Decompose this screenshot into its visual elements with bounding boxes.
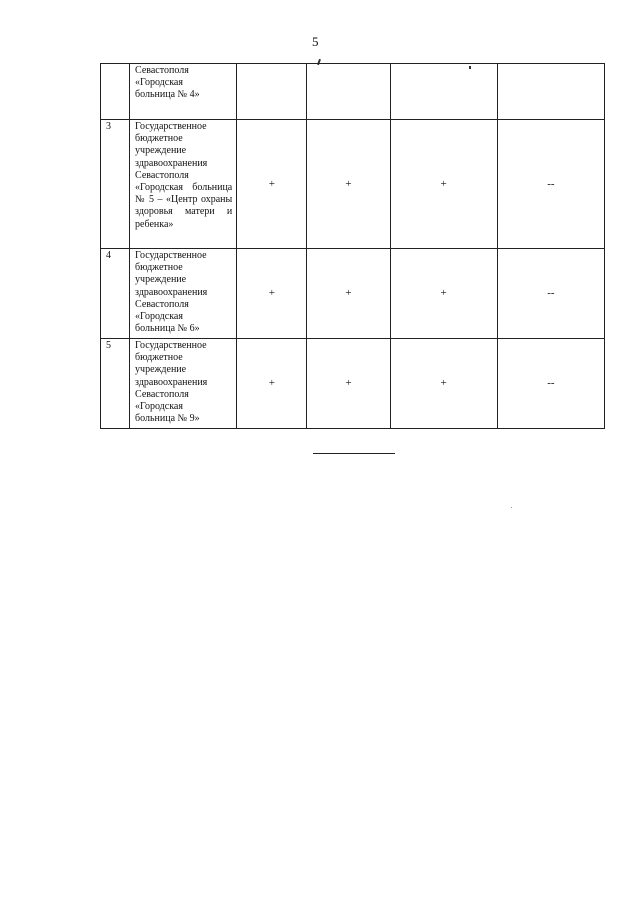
institution-name: Государственное бюджетное учреждение здравоохранения Севастополя «Городская больница № 6» bbox=[130, 249, 237, 339]
mark-cell: + bbox=[307, 339, 390, 429]
table-row bbox=[101, 249, 605, 339]
end-divider bbox=[313, 453, 395, 454]
table-row bbox=[101, 339, 605, 429]
mark-cell: -- bbox=[497, 249, 604, 339]
mark-cell: + bbox=[390, 339, 497, 429]
mark-cell: + bbox=[390, 120, 497, 249]
table-row bbox=[101, 120, 605, 249]
page-number: 5 bbox=[312, 34, 319, 49]
mark-cell: + bbox=[390, 249, 497, 339]
institution-name: Государственное бюджетное учреждение здравоохранения Севастополя «Городская больница № 5 – «Центр охраны здоровья матери и ребенка» bbox=[130, 120, 237, 249]
mark-cell: + bbox=[307, 249, 390, 339]
row-number: 4 bbox=[101, 249, 130, 339]
mark-cell bbox=[307, 64, 390, 120]
institution-name: Севастополя «Городская больница № 4» bbox=[130, 64, 237, 120]
mark-cell: -- bbox=[497, 339, 604, 429]
table-row bbox=[101, 64, 605, 120]
mark-cell: + bbox=[237, 120, 307, 249]
mark-cell bbox=[390, 64, 497, 120]
row-number bbox=[101, 64, 130, 120]
mark-cell bbox=[497, 64, 604, 120]
row-number: 3 bbox=[101, 120, 130, 249]
mark-cell bbox=[237, 64, 307, 120]
institution-name: Государственное бюджетное учреждение здравоохранения Севастополя «Городская больница № 9» bbox=[130, 339, 237, 429]
row-number: 5 bbox=[101, 339, 130, 429]
scan-artifact bbox=[511, 507, 512, 508]
mark-cell: + bbox=[307, 120, 390, 249]
mark-cell: + bbox=[237, 249, 307, 339]
mark-cell: -- bbox=[497, 120, 604, 249]
mark-cell: + bbox=[237, 339, 307, 429]
institutions-table bbox=[100, 63, 605, 429]
